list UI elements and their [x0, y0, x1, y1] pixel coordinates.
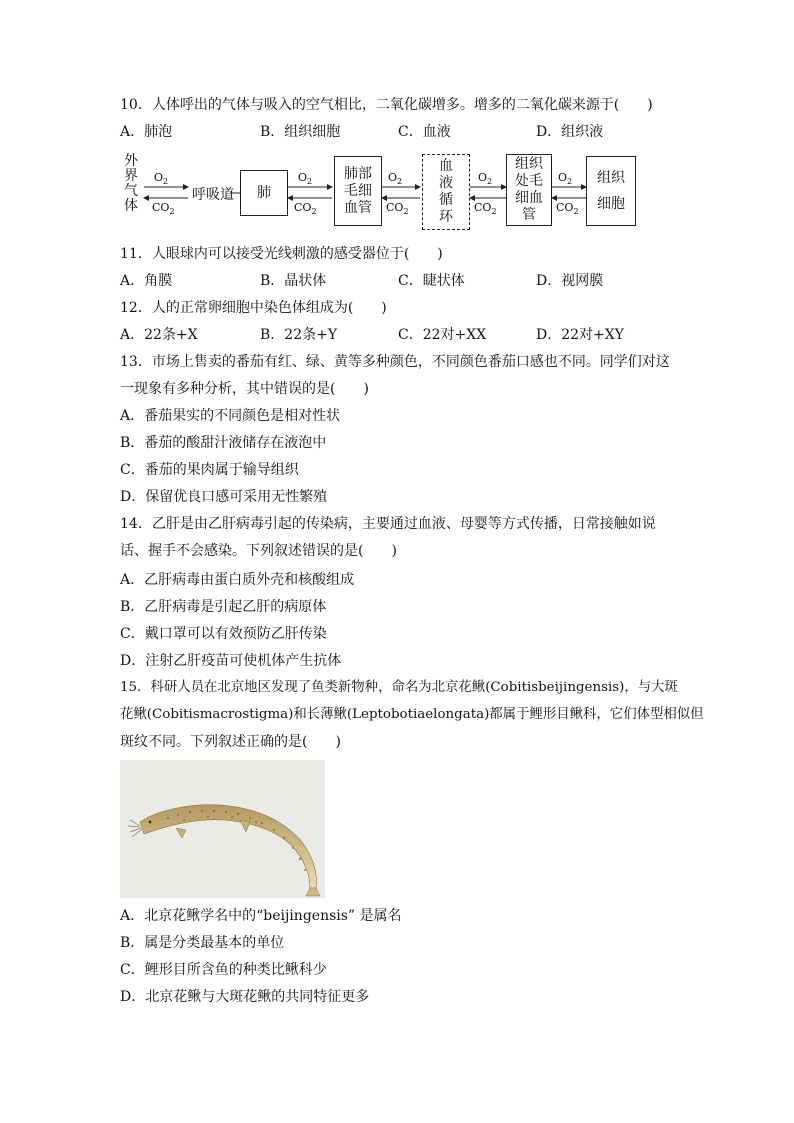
q12-option-c: C．22对+XX: [398, 327, 487, 343]
q14-option-b: B．乙肝病毒是引起乙肝的病原体: [120, 599, 327, 615]
q15-option-a: A．北京花鳅学名中的“beijingensis” 是属名: [120, 908, 402, 924]
q15-option-d: D．北京花鳅与大斑花鳅的共同特征更多: [120, 989, 370, 1005]
q15-stem-line2: 花鳅(Cobitismacrostigma)和长薄鳅(Leptobotiaelongata)都属于鲤形目鳅科，它们体型相似但: [120, 707, 704, 722]
lung-box: 肺: [240, 170, 288, 216]
q10-option-c: C．血液: [398, 124, 451, 140]
q15-option-b: B．属是分类最基本的单位: [120, 935, 285, 951]
co2-label: $CO_2$: [294, 201, 317, 217]
q13-stem-line1: 13．市场上售卖的番茄有红、绿、黄等多种颜色，不同颜色番茄口感也不同。同学们对这: [120, 354, 670, 370]
co2-label: $CO_2$: [474, 201, 497, 217]
q11-option-c: C．睫状体: [398, 273, 465, 289]
q14-stem-line2: 话、握手不会感染。下列叙述错误的是( ): [120, 543, 397, 559]
airway-label: 呼吸道: [192, 187, 234, 203]
o2-label: $O_2$: [478, 171, 493, 187]
tissue-cell-box: 组织细胞: [586, 156, 636, 226]
loach-fish-photo: [120, 760, 325, 898]
q10-option-a: A．肺泡: [120, 124, 173, 140]
tissue-capillary-box: 组织处毛细血管: [506, 154, 552, 226]
q14-option-a: A．乙肝病毒由蛋白质外壳和核酸组成: [120, 572, 355, 588]
q11-stem: 11．人眼球内可以接受光线刺激的感受器位于( ): [120, 246, 443, 262]
blood-circulation-box: 血液循环: [422, 154, 470, 230]
co2-label: $CO_2$: [556, 201, 579, 217]
q10-option-d: D．组织液: [536, 124, 604, 140]
q11-option-b: B．晶状体: [260, 273, 327, 289]
gas-exchange-diagram: [120, 152, 680, 232]
q14-stem-line1: 14．乙肝是由乙肝病毒引起的传染病，主要通过血液、母婴等方式传播，日常接触如说: [120, 516, 656, 532]
q12-option-a: A．22条+X: [120, 327, 198, 343]
co2-label: $CO_2$: [152, 201, 175, 217]
q12-option-d: D．22对+XY: [536, 327, 624, 343]
q15-option-c: C．鲤形目所含鱼的种类比鳅科少: [120, 962, 327, 978]
co2-label: $CO_2$: [386, 201, 409, 217]
o2-label: $O_2$: [558, 171, 573, 187]
q13-option-c: C．番茄的果肉属于输导组织: [120, 462, 299, 478]
q15-stem-line3: 斑纹不同。下列叙述正确的是( ): [120, 734, 341, 750]
loach-fish-illustration: [120, 760, 325, 898]
q11-option-d: D．视网膜: [536, 273, 604, 289]
o2-label: $O_2$: [388, 171, 403, 187]
outside-air-label: 外界气体: [124, 153, 138, 214]
q12-stem: 12．人的正常卵细胞中染色体组成为( ): [120, 300, 387, 316]
o2-label: $O_2$: [298, 171, 313, 187]
q13-stem-line2: 一现象有多种分析，其中错误的是( ): [120, 381, 369, 397]
q10-stem: 10．人体呼出的气体与吸入的空气相比，二氧化碳增多。增多的二氧化碳来源于( ): [120, 97, 653, 113]
q13-option-a: A．番茄果实的不同颜色是相对性状: [120, 408, 341, 424]
q13-option-d: D．保留优良口感可采用无性繁殖: [120, 489, 328, 505]
q14-option-c: C．戴口罩可以有效预防乙肝传染: [120, 626, 327, 642]
q15-stem-line1: 15．科研人员在北京地区发现了鱼类新物种，命名为北京花鳅(Cobitisbeijingensis)，与大斑: [120, 680, 678, 695]
q14-option-d: D．注射乙肝疫苗可使机体产生抗体: [120, 653, 342, 669]
lung-capillary-box: 肺部毛细血管: [334, 156, 382, 226]
q10-option-b: B．组织细胞: [260, 124, 341, 140]
q13-option-b: B．番茄的酸甜汁液储存在液泡中: [120, 435, 327, 451]
q12-option-b: B．22条+Y: [260, 327, 338, 343]
q11-option-a: A．角膜: [120, 273, 173, 289]
o2-label: $O_2$: [154, 171, 169, 187]
